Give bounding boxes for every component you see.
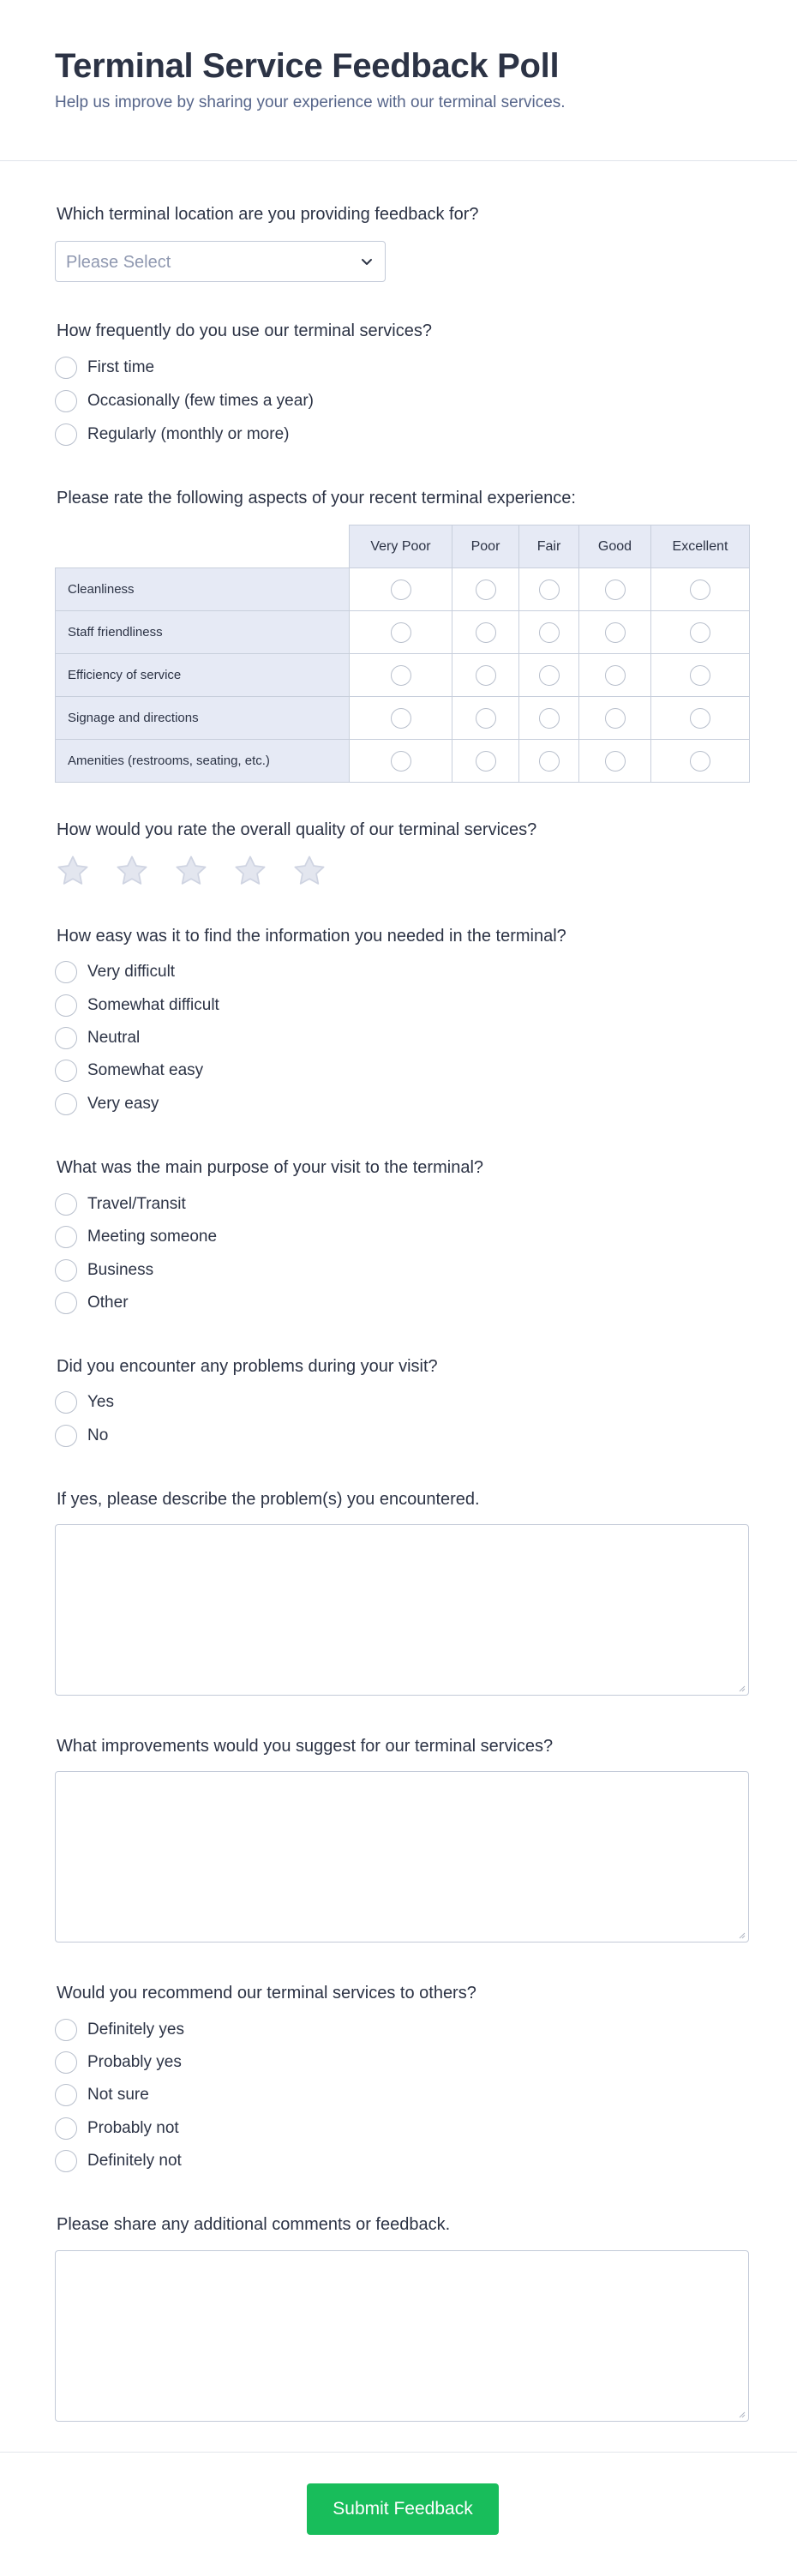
matrix-cell[interactable] <box>350 697 452 740</box>
question-overall-rating <box>57 819 749 841</box>
question-matrix <box>57 487 749 509</box>
question-purpose <box>57 1156 749 1179</box>
radio-button[interactable] <box>690 579 710 600</box>
radio-button[interactable] <box>690 708 710 729</box>
radio-button[interactable] <box>55 2084 77 2106</box>
matrix-row-label: Efficiency of service <box>56 654 350 697</box>
radio-option[interactable] <box>55 1093 159 1115</box>
star-icon[interactable] <box>114 853 150 889</box>
radio-button[interactable] <box>476 708 496 729</box>
radio-button[interactable] <box>476 579 496 600</box>
matrix-cell[interactable] <box>651 654 750 697</box>
radio-button[interactable] <box>55 357 77 379</box>
matrix-row-label: Cleanliness <box>56 568 350 611</box>
matrix-column-header: Poor <box>452 525 519 568</box>
option-label: No <box>87 1426 109 1444</box>
option-label: Business <box>87 1261 154 1279</box>
radio-option[interactable] <box>55 961 175 983</box>
question-label: What improvements would you suggest for our terminal services? <box>57 1737 554 1756</box>
matrix-cell[interactable] <box>452 568 519 611</box>
radio-option[interactable] <box>55 994 219 1017</box>
radio-button[interactable] <box>55 1193 77 1216</box>
radio-button[interactable] <box>55 1027 77 1049</box>
matrix-cell[interactable] <box>651 697 750 740</box>
matrix-cell[interactable] <box>651 568 750 611</box>
option-label: Somewhat difficult <box>87 996 219 1014</box>
radio-option[interactable] <box>55 1391 114 1414</box>
radio-button[interactable] <box>55 2051 77 2074</box>
radio-button[interactable] <box>55 1259 77 1282</box>
question-label: If yes, please describe the problem(s) you encountered. <box>57 1490 480 1509</box>
footer-divider <box>0 2452 797 2453</box>
question-label: Which terminal location are you providing feedback for? <box>57 205 479 224</box>
radio-button[interactable] <box>605 622 626 643</box>
radio-option[interactable] <box>55 1292 129 1314</box>
star-icon[interactable] <box>173 853 209 889</box>
radio-button[interactable] <box>55 2150 77 2172</box>
radio-option[interactable] <box>55 1425 108 1447</box>
matrix-cell[interactable] <box>651 611 750 654</box>
matrix-row-label: Staff friendliness <box>56 611 350 654</box>
option-label: First time <box>87 358 155 376</box>
star-icon[interactable] <box>55 853 91 889</box>
radio-option[interactable] <box>55 2051 182 2074</box>
radio-option[interactable] <box>55 1027 140 1049</box>
matrix-column-header: Very Poor <box>350 525 452 568</box>
matrix-row <box>56 568 750 611</box>
matrix-row <box>56 740 750 783</box>
matrix-cell[interactable] <box>519 654 579 697</box>
radio-button[interactable] <box>55 423 77 446</box>
question-location <box>57 203 749 225</box>
question-label: How easy was it to find the information you needed in the terminal? <box>57 927 566 946</box>
option-label: Regularly (monthly or more) <box>87 425 290 443</box>
option-label: Probably not <box>87 2119 179 2137</box>
radio-button[interactable] <box>55 1292 77 1314</box>
radio-button[interactable] <box>690 665 710 686</box>
question-label: Did you encounter any problems during your visit? <box>57 1357 438 1376</box>
matrix-cell[interactable] <box>651 740 750 783</box>
comments-textarea[interactable] <box>55 2250 749 2422</box>
radio-option[interactable] <box>55 2019 184 2041</box>
question-problems <box>57 1355 749 1378</box>
matrix-cell[interactable] <box>350 568 452 611</box>
radio-button[interactable] <box>605 708 626 729</box>
radio-button[interactable] <box>539 708 560 729</box>
star-icon[interactable] <box>291 853 327 889</box>
matrix-row-label: Signage and directions <box>56 697 350 740</box>
radio-button[interactable] <box>476 622 496 643</box>
radio-button[interactable] <box>605 665 626 686</box>
matrix-column-header: Excellent <box>651 525 750 568</box>
matrix-column-header: Good <box>579 525 651 568</box>
matrix-cell[interactable] <box>452 740 519 783</box>
radio-option[interactable] <box>55 2084 149 2106</box>
radio-button[interactable] <box>539 665 560 686</box>
radio-option[interactable] <box>55 1226 217 1248</box>
option-label: Meeting someone <box>87 1228 218 1246</box>
rating-matrix <box>55 525 750 783</box>
matrix-cell[interactable] <box>579 611 651 654</box>
radio-option[interactable] <box>55 390 314 412</box>
question-frequency <box>57 320 749 342</box>
radio-button[interactable] <box>391 708 411 729</box>
radio-button[interactable] <box>605 751 626 772</box>
page-subtitle: Help us improve by sharing your experience with our terminal services. <box>55 93 566 111</box>
matrix-cell[interactable] <box>452 654 519 697</box>
option-label: Yes <box>87 1393 114 1411</box>
radio-button[interactable] <box>55 994 77 1017</box>
resize-grip-icon[interactable] <box>737 1684 746 1692</box>
matrix-header-row <box>56 525 750 568</box>
radio-button[interactable] <box>539 579 560 600</box>
matrix-cell[interactable] <box>579 568 651 611</box>
page-title: Terminal Service Feedback Poll <box>55 47 560 85</box>
matrix-cell[interactable] <box>519 568 579 611</box>
question-label: How would you rate the overall quality of our terminal services? <box>57 820 537 839</box>
form-header <box>0 0 797 161</box>
radio-button[interactable] <box>605 579 626 600</box>
question-label: What was the main purpose of your visit to the terminal? <box>57 1158 484 1177</box>
submit-button[interactable]: Submit Feedback <box>307 2483 499 2535</box>
option-label: Definitely yes <box>87 2021 184 2039</box>
matrix-cell[interactable] <box>350 654 452 697</box>
matrix-cell[interactable] <box>350 611 452 654</box>
chevron-down-icon <box>359 254 375 269</box>
radio-button[interactable] <box>391 579 411 600</box>
matrix-cell[interactable] <box>452 611 519 654</box>
radio-button[interactable] <box>55 2019 77 2041</box>
option-label: Neutral <box>87 1029 141 1047</box>
radio-button[interactable] <box>55 2117 77 2140</box>
radio-button[interactable] <box>476 665 496 686</box>
option-label: Very difficult <box>87 963 176 981</box>
radio-option[interactable] <box>55 1193 186 1216</box>
radio-button[interactable] <box>539 751 560 772</box>
matrix-row <box>56 611 750 654</box>
radio-option[interactable] <box>55 357 154 379</box>
matrix-cell[interactable] <box>519 697 579 740</box>
question-problem-description <box>57 1488 749 1510</box>
question-recommend <box>57 1982 749 2004</box>
star-icon[interactable] <box>232 853 268 889</box>
radio-option[interactable] <box>55 2150 182 2172</box>
dropdown-placeholder: Please Select <box>66 253 171 272</box>
radio-option[interactable] <box>55 1259 153 1282</box>
option-label: Definitely not <box>87 2152 182 2170</box>
option-label: Travel/Transit <box>87 1195 186 1213</box>
option-label: Occasionally (few times a year) <box>87 392 314 410</box>
matrix-row <box>56 654 750 697</box>
radio-button[interactable] <box>55 390 77 412</box>
radio-option[interactable] <box>55 423 289 446</box>
location-dropdown[interactable] <box>55 241 386 282</box>
matrix-cell[interactable] <box>519 611 579 654</box>
radio-button[interactable] <box>55 1226 77 1248</box>
radio-button[interactable] <box>55 961 77 983</box>
option-label: Probably yes <box>87 2053 182 2071</box>
matrix-cell[interactable] <box>350 740 452 783</box>
question-label: How frequently do you use our terminal services? <box>57 321 432 340</box>
radio-option[interactable] <box>55 1060 203 1082</box>
radio-button[interactable] <box>539 622 560 643</box>
matrix-corner <box>56 525 350 568</box>
problem-description-textarea[interactable] <box>55 1524 749 1696</box>
question-label: Please rate the following aspects of your recent terminal experience: <box>57 489 576 507</box>
radio-button[interactable] <box>55 1093 77 1115</box>
radio-button[interactable] <box>391 622 411 643</box>
radio-button[interactable] <box>476 751 496 772</box>
matrix-cell[interactable] <box>579 654 651 697</box>
matrix-row-label: Amenities (restrooms, seating, etc.) <box>56 740 350 783</box>
radio-button[interactable] <box>55 1391 77 1414</box>
question-info-ease <box>57 925 749 947</box>
resize-grip-icon[interactable] <box>737 1930 746 1939</box>
question-comments <box>57 2213 749 2236</box>
matrix-cell[interactable] <box>579 740 651 783</box>
radio-button[interactable] <box>391 751 411 772</box>
option-label: Very easy <box>87 1095 159 1113</box>
option-label: Not sure <box>87 2086 149 2104</box>
question-improvements <box>57 1735 749 1757</box>
question-label: Would you recommend our terminal services to others? <box>57 1984 476 2003</box>
radio-button[interactable] <box>55 1060 77 1082</box>
resize-grip-icon[interactable] <box>737 2410 746 2418</box>
question-label: Please share any additional comments or feedback. <box>57 2215 451 2234</box>
radio-button[interactable] <box>690 751 710 772</box>
radio-button[interactable] <box>690 622 710 643</box>
matrix-cell[interactable] <box>579 697 651 740</box>
radio-option[interactable] <box>55 2117 179 2140</box>
option-label: Somewhat easy <box>87 1061 204 1079</box>
matrix-row <box>56 697 750 740</box>
matrix-cell[interactable] <box>452 697 519 740</box>
matrix-cell[interactable] <box>519 740 579 783</box>
improvements-textarea[interactable] <box>55 1771 749 1943</box>
matrix-column-header: Fair <box>519 525 579 568</box>
option-label: Other <box>87 1294 129 1312</box>
radio-button[interactable] <box>55 1425 77 1447</box>
star-rating <box>55 853 351 889</box>
radio-button[interactable] <box>391 665 411 686</box>
